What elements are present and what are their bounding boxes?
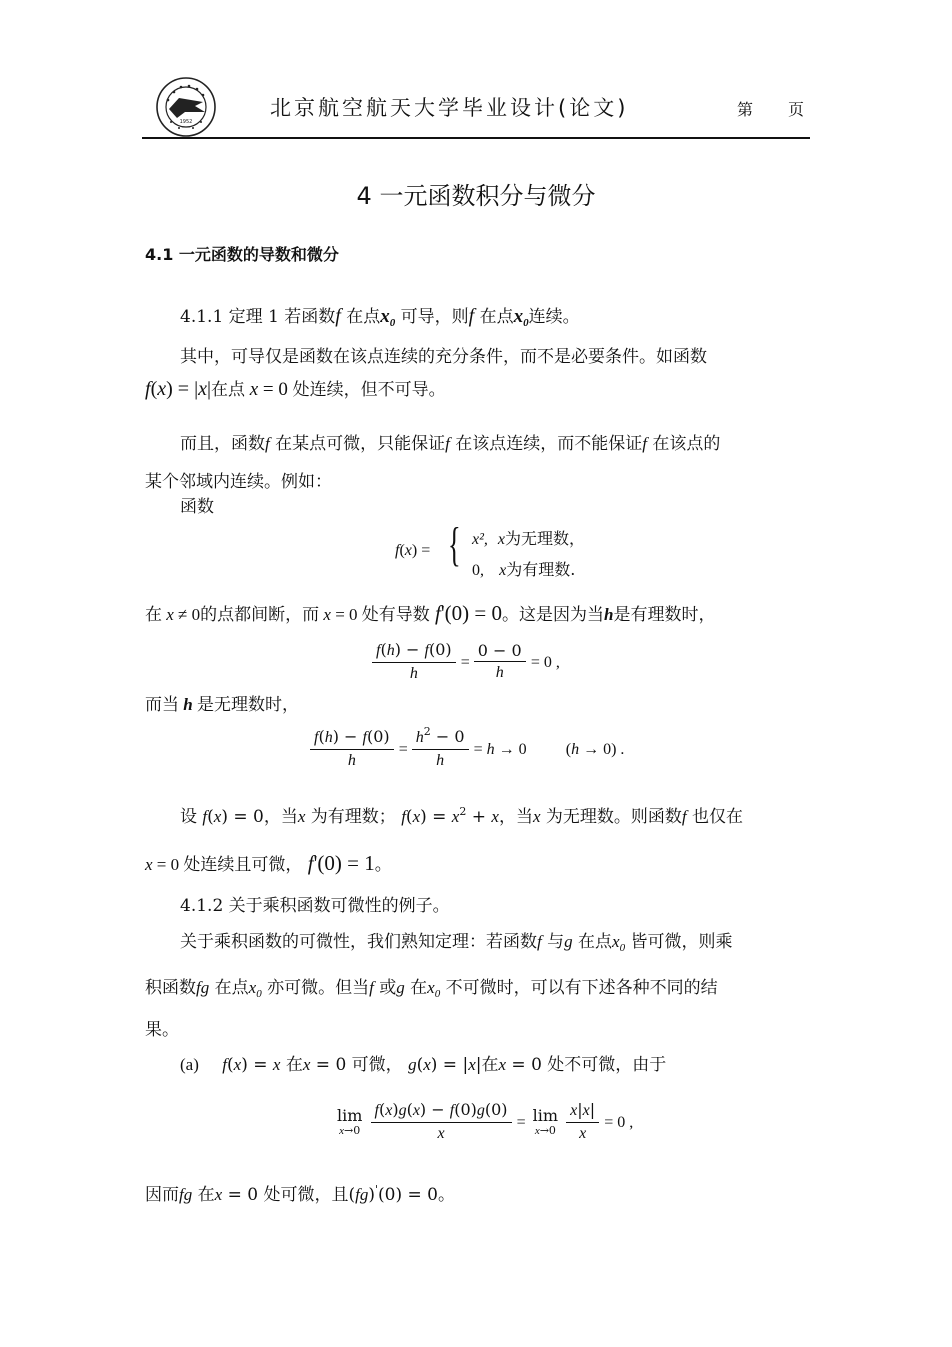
equation-irrational-case: $\frac{f(h) - f(0)}{h}$ = $\frac{h^2 - 0}{h}$ = h → 0 (h → 0) .	[310, 727, 624, 772]
header-rule	[142, 137, 810, 139]
theorem-line: 4.1.1 定理 1 若函数f 在点$x_0$ 可导，则f 在点$x_0$连续。	[180, 305, 580, 329]
paragraph-line: 函数	[180, 497, 214, 517]
paragraph-line: 关于乘积函数的可微性，我们熟知定理：若函数f 与g 在点$x_0$ 皆可微，则乘	[180, 932, 733, 954]
equation-rational-case: $\frac{f(h) - f(0)}{h}$ = $\frac{0 - 0}{h}$ = 0 ,	[372, 640, 560, 685]
paragraph-line: 设 f(x) = 0，当x 为有理数； $f(x) = x^2 + x$，当x 为无理数。则函数f 也仅在	[180, 805, 744, 827]
list-item: (a) f(x) = x 在x = 0 可微， g(x) = |x|在x = 0 处不可微，由于	[180, 1055, 667, 1075]
equation-limit: lim x→0 $\frac{f(x)g(x) - f(0)g(0)}{x}$ = lim x→0 $\frac{x|x|}{x}$ = 0 ,	[337, 1100, 634, 1142]
paragraph-line: 积函数fg 在点$x_0$ 亦可微。但当f 或g 在$x_0$ 不可微时，可以有下述各种不同的结	[145, 978, 718, 1000]
paragraph-line: 而且，函数f 在某点可微，只能保证f 在该点连续，而不能保证f 在该点的	[180, 434, 721, 454]
university-logo-icon	[155, 76, 217, 138]
page-label-suffix: 页	[788, 100, 805, 119]
theorem-label: 4.1.1 定理 1	[180, 307, 279, 327]
subsection-heading: 4.1.2 关于乘积函数可微性的例子。	[180, 896, 450, 916]
brace-symbol: {	[448, 518, 461, 571]
header-title: 北京航空航天大学毕业设计(论文)	[270, 96, 629, 120]
paragraph-line: 而当 h 是无理数时，	[145, 695, 299, 715]
paragraph-line: 其中，可导仅是函数在该点连续的充分条件，而不是必要条件。如函数	[180, 347, 707, 367]
section-heading: 4.1 一元函数的导数和微分	[145, 245, 339, 264]
paragraph-line: 在 x ≠ 0的点都间断，而 x = 0 处有导数 f'(0) = 0。这是因为当h是有理数时，	[145, 601, 716, 625]
chapter-title: 4 一元函数积分与微分	[356, 182, 596, 210]
paragraph-line: x = 0 处连续且可微， f'(0) = 1。	[145, 851, 392, 875]
paragraph-line: 某个邻域内连续。例如：	[145, 472, 332, 492]
paragraph-line: f(x) = |x|在点 x = 0 处连续，但不可导。	[145, 378, 446, 400]
paragraph-line: 果。	[145, 1020, 179, 1040]
page-label-prefix: 第	[737, 100, 754, 119]
svg-text:1952: 1952	[179, 119, 193, 125]
paragraph-line: 因而fg 在x = 0 处可微，且(fg)'(0) = 0。	[145, 1183, 455, 1205]
